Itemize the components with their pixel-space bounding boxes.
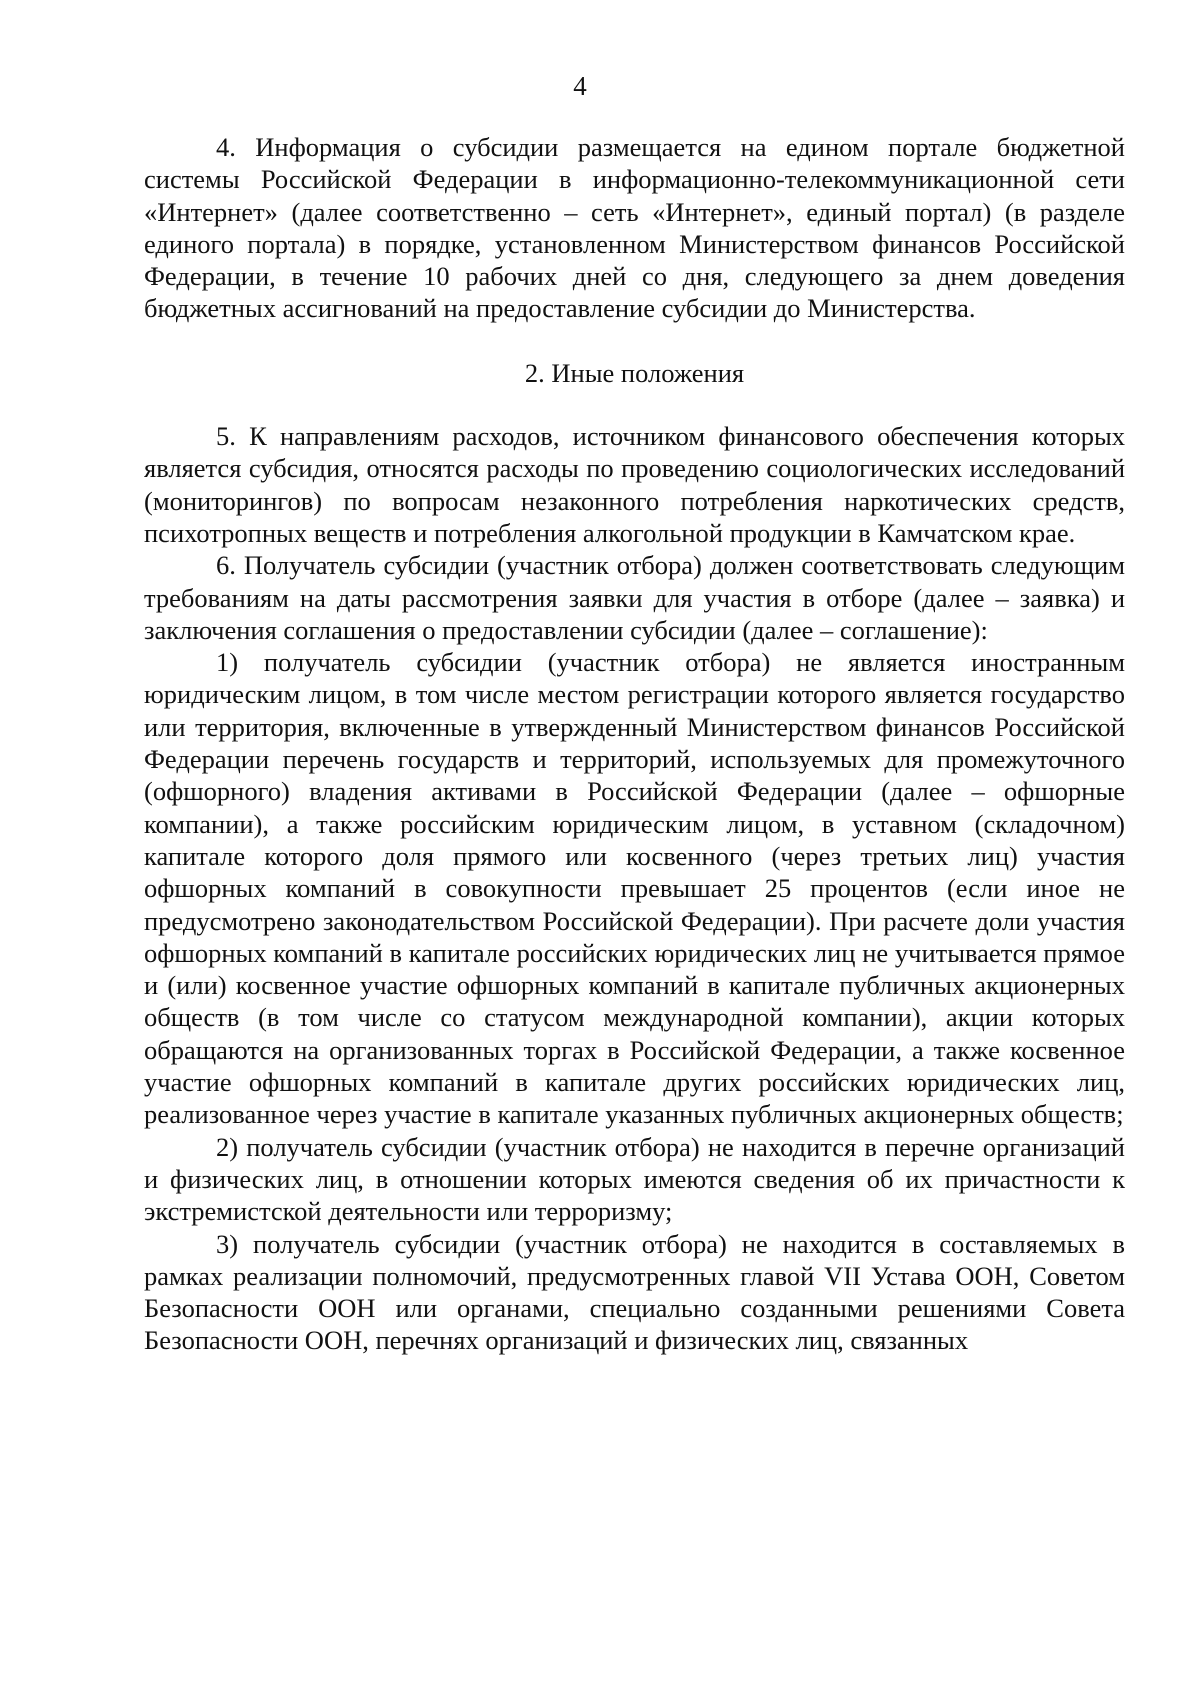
list-item-2: 2) получатель субсидии (участник отбора) не находится в перечне организаций и физических лиц, в отношении которых имеются сведения об их причастности к экстремистской деятельности или терроризму;	[144, 1131, 1125, 1227]
document-body	[144, 131, 1125, 1357]
paragraph-6: 6. Получатель субсидии (участник отбора) должен соответствовать следующим требованиям на даты рассмотрения заявки для участия в отборе (далее – заявка) и заключения соглашения о предоставлении субсидии (далее – соглашение):	[144, 550, 1125, 645]
section-heading: 2. Иные положения	[524, 357, 745, 388]
page-number: 4	[573, 71, 587, 101]
paragraph-4: 4. Информация о субсидии размещается на едином портале бюджетной системы Российской Федерации в информационно-телекоммуникационной сети «Интернет» (далее соответственно – сеть «Интернет», единый портал) (в разделе единого портала) в порядке, установленном Министерством финансов Российской Федерации, в течение 10 рабочих дней со дня, следующего за днем доведения бюджетных ассигнований на предоставление субсидии до Министерства.	[144, 132, 1125, 324]
list-item-3: 3) получатель субсидии (участник отбора) не находится в составляемых в рамках реализации полномочий, предусмотренных главой VII Устава ООН, Советом Безопасности ООН или органами, специально созданными решениями Совета Безопасности ООН, перечнях организаций и физических лиц, связанных	[144, 1228, 1125, 1356]
paragraph-5: 5. К направлениям расходов, источником финансового обеспечения которых является субсидия, относятся расходы по проведению социологических исследований (мониторингов) по вопросам незаконного потребления наркотических средств, психотропных веществ и потребления алкогольной продукции в Камчатском крае.	[144, 421, 1125, 548]
list-item-1: 1) получатель субсидии (участник отбора) не является иностранным юридическим лицом, в том числе местом регистрации которого является государство или территория, включенные в утвержденный Министерством финансов Российской Федерации перечень государств и территорий, используемых для промежуточного (офшорного) владения активами в Российской Федерации (далее – офшорные компании), а также российским юридическим лицом, в уставном (складочном) капитале которого доля прямого или косвенного (через третьих лиц) участия офшорных компаний в совокупности превышает 25 процентов (если иное не предусмотрено законодательством Российской Федерации). При расчете доли участия офшорных компаний в капитале российских юридических лиц не учитывается прямое и (или) косвенное участие офшорных компаний в капитале публичных акционерных обществ (в том числе со статусом международной компании), акции которых обращаются на организованных торгах в Российской Федерации, а также косвенное участие офшорных компаний в капитале других российских юридических лиц, реализованное через участие в капитале указанных публичных акционерных обществ;	[144, 647, 1125, 1130]
